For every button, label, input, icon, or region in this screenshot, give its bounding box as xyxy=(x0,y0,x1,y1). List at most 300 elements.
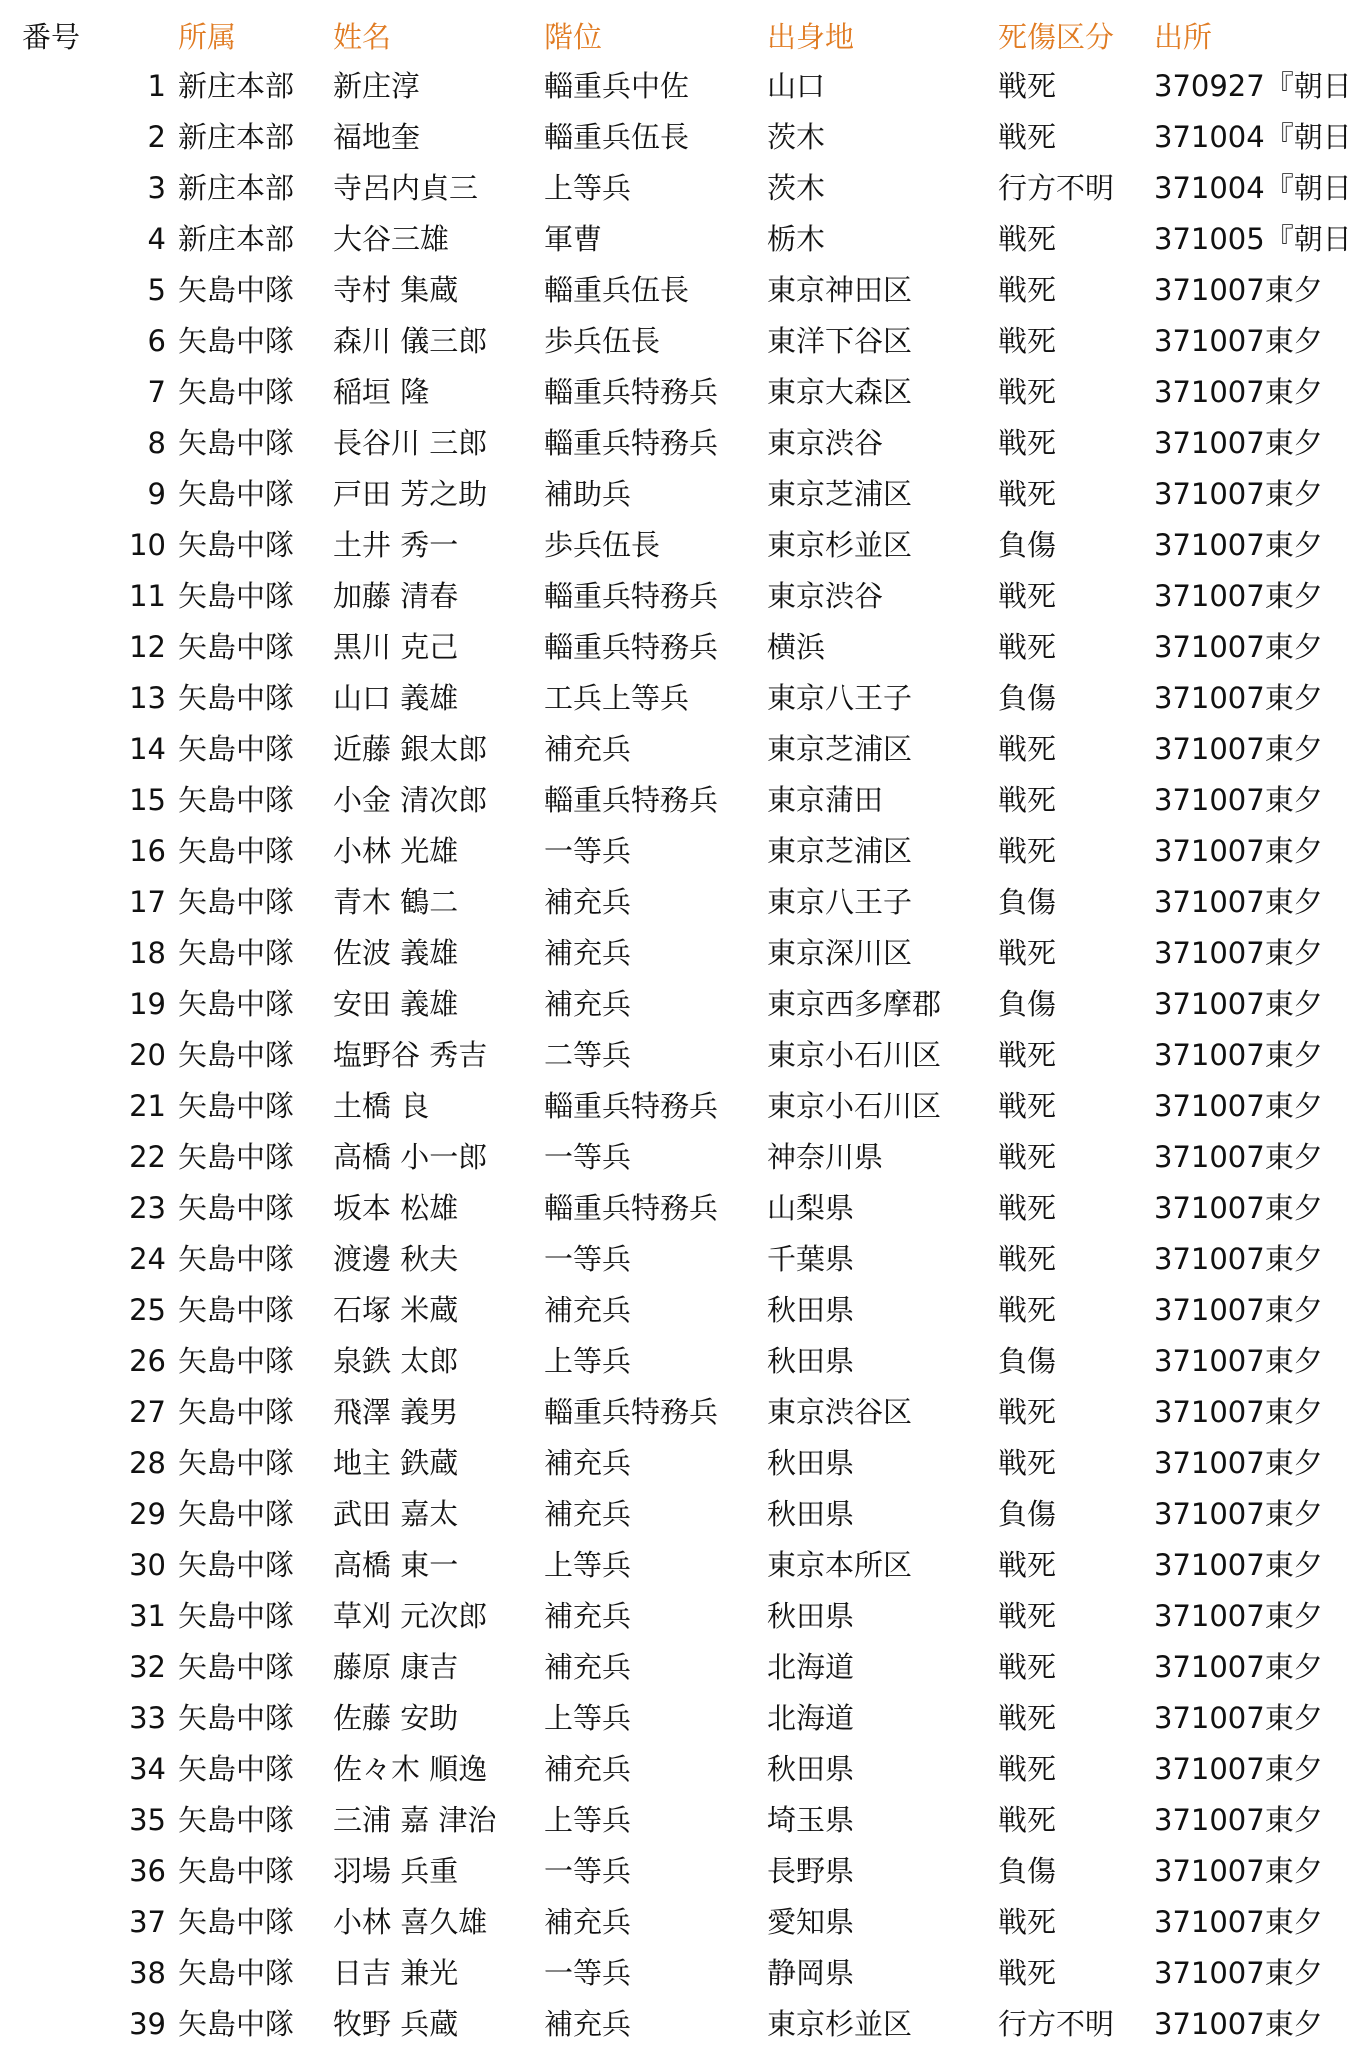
row-hometown: 東京神田区 xyxy=(767,273,913,307)
row-casualty-type: 戦死 xyxy=(998,1803,1057,1837)
table-row xyxy=(0,1081,1360,1132)
row-unit: 矢島中隊 xyxy=(178,1854,295,1888)
row-number: 34 xyxy=(129,1752,166,1786)
row-casualty-type: 戦死 xyxy=(998,1599,1057,1633)
row-source: 371007東夕 xyxy=(1154,834,1323,868)
table-row xyxy=(0,1234,1360,1285)
row-rank: 歩兵伍長 xyxy=(544,324,661,358)
row-casualty-type: 戦死 xyxy=(998,324,1057,358)
row-name: 大谷三雄 xyxy=(333,222,450,256)
row-rank: 補充兵 xyxy=(544,1752,632,1786)
row-name: 飛澤 義男 xyxy=(333,1395,459,1429)
row-hometown: 東京本所区 xyxy=(767,1548,913,1582)
row-number: 7 xyxy=(147,375,166,409)
row-casualty-type: 戦死 xyxy=(998,936,1057,970)
header-number: 番号 xyxy=(22,20,81,54)
table-row xyxy=(0,1693,1360,1744)
row-unit: 矢島中隊 xyxy=(178,1140,295,1174)
table-row xyxy=(0,1285,1360,1336)
row-rank: 一等兵 xyxy=(544,1956,632,1990)
row-rank: 補充兵 xyxy=(544,2007,632,2041)
table-row xyxy=(0,1132,1360,1183)
row-name: 佐藤 安助 xyxy=(333,1701,459,1735)
row-unit: 矢島中隊 xyxy=(178,528,295,562)
row-name: 高橋 東一 xyxy=(333,1548,459,1582)
table-row xyxy=(0,1744,1360,1795)
row-casualty-type: 戦死 xyxy=(998,1140,1057,1174)
row-rank: 二等兵 xyxy=(544,1038,632,1072)
table-row xyxy=(0,163,1360,214)
row-source: 371007東夕 xyxy=(1154,1650,1323,1684)
row-unit: 矢島中隊 xyxy=(178,426,295,460)
row-source: 371007東夕 xyxy=(1154,2007,1323,2041)
row-casualty-type: 戦死 xyxy=(998,1650,1057,1684)
row-hometown: 東京蒲田 xyxy=(767,783,884,817)
row-number: 30 xyxy=(129,1548,166,1582)
row-casualty-type: 戦死 xyxy=(998,1293,1057,1327)
row-rank: 輜重兵伍長 xyxy=(544,273,690,307)
row-casualty-type: 戦死 xyxy=(998,783,1057,817)
row-unit: 矢島中隊 xyxy=(178,324,295,358)
row-name: 高橋 小一郎 xyxy=(333,1140,488,1174)
row-number: 39 xyxy=(129,2007,166,2041)
row-name: 小林 光雄 xyxy=(333,834,459,868)
row-number: 28 xyxy=(129,1446,166,1480)
table-row xyxy=(0,877,1360,928)
row-hometown: 東京渋谷 xyxy=(767,426,884,460)
row-unit: 矢島中隊 xyxy=(178,1191,295,1225)
row-number: 8 xyxy=(147,426,166,460)
row-casualty-type: 戦死 xyxy=(998,1395,1057,1429)
row-name: 長谷川 三郎 xyxy=(333,426,488,460)
row-source: 371007東夕 xyxy=(1154,1344,1323,1378)
row-unit: 新庄本部 xyxy=(178,222,295,256)
table-row xyxy=(0,265,1360,316)
row-unit: 矢島中隊 xyxy=(178,630,295,664)
row-casualty-type: 負傷 xyxy=(998,681,1057,715)
row-source: 371004『朝日 xyxy=(1154,120,1352,154)
row-number: 38 xyxy=(129,1956,166,1990)
row-source: 371007東夕 xyxy=(1154,1191,1323,1225)
row-name: 寺村 集蔵 xyxy=(333,273,459,307)
row-hometown: 東京渋谷区 xyxy=(767,1395,913,1429)
row-source: 371007東夕 xyxy=(1154,1701,1323,1735)
row-hometown: 東京小石川区 xyxy=(767,1089,942,1123)
table-row xyxy=(0,1438,1360,1489)
row-unit: 矢島中隊 xyxy=(178,1650,295,1684)
row-number: 3 xyxy=(147,171,166,205)
row-rank: 補充兵 xyxy=(544,1293,632,1327)
row-casualty-type: 戦死 xyxy=(998,1548,1057,1582)
row-number: 33 xyxy=(129,1701,166,1735)
row-hometown: 埼玉県 xyxy=(767,1803,855,1837)
row-number: 11 xyxy=(129,579,166,613)
row-unit: 矢島中隊 xyxy=(178,579,295,613)
row-number: 26 xyxy=(129,1344,166,1378)
row-casualty-type: 負傷 xyxy=(998,1854,1057,1888)
row-unit: 矢島中隊 xyxy=(178,1446,295,1480)
row-casualty-type: 行方不明 xyxy=(998,171,1115,205)
table-row xyxy=(0,316,1360,367)
row-casualty-type: 戦死 xyxy=(998,1242,1057,1276)
row-hometown: 東京西多摩郡 xyxy=(767,987,942,1021)
row-number: 36 xyxy=(129,1854,166,1888)
row-unit: 矢島中隊 xyxy=(178,1905,295,1939)
row-source: 371007東夕 xyxy=(1154,1038,1323,1072)
row-rank: 補充兵 xyxy=(544,936,632,970)
table-row xyxy=(0,622,1360,673)
row-rank: 補充兵 xyxy=(544,1650,632,1684)
row-name: 土橋 良 xyxy=(333,1089,430,1123)
table-row xyxy=(0,1387,1360,1438)
row-unit: 矢島中隊 xyxy=(178,732,295,766)
row-hometown: 北海道 xyxy=(767,1650,855,1684)
row-rank: 一等兵 xyxy=(544,1242,632,1276)
row-number: 9 xyxy=(147,477,166,511)
row-hometown: 秋田県 xyxy=(767,1344,855,1378)
table-row xyxy=(0,1897,1360,1948)
row-name: 稲垣 隆 xyxy=(333,375,430,409)
row-source: 371005『朝日 xyxy=(1154,222,1352,256)
row-rank: 一等兵 xyxy=(544,834,632,868)
row-name: 新庄淳 xyxy=(333,69,421,103)
row-casualty-type: 負傷 xyxy=(998,1344,1057,1378)
row-name: 泉鉄 太郎 xyxy=(333,1344,459,1378)
table-row xyxy=(0,826,1360,877)
row-source: 371007東夕 xyxy=(1154,936,1323,970)
row-source: 371007東夕 xyxy=(1154,1803,1323,1837)
row-unit: 矢島中隊 xyxy=(178,987,295,1021)
row-number: 2 xyxy=(147,120,166,154)
row-unit: 矢島中隊 xyxy=(178,1242,295,1276)
row-number: 10 xyxy=(129,528,166,562)
row-casualty-type: 戦死 xyxy=(998,1905,1057,1939)
row-name: 森川 儀三郎 xyxy=(333,324,488,358)
row-name: 羽場 兵重 xyxy=(333,1854,459,1888)
row-source: 371007東夕 xyxy=(1154,1854,1323,1888)
row-hometown: 東京芝浦区 xyxy=(767,732,913,766)
row-number: 17 xyxy=(129,885,166,919)
row-rank: 上等兵 xyxy=(544,171,632,205)
row-source: 371007東夕 xyxy=(1154,732,1323,766)
row-unit: 矢島中隊 xyxy=(178,2007,295,2041)
row-number: 16 xyxy=(129,834,166,868)
row-number: 12 xyxy=(129,630,166,664)
row-hometown: 栃木 xyxy=(767,222,826,256)
row-name: 渡邊 秋夫 xyxy=(333,1242,459,1276)
row-hometown: 秋田県 xyxy=(767,1497,855,1531)
row-number: 19 xyxy=(129,987,166,1021)
row-rank: 輜重兵特務兵 xyxy=(544,630,719,664)
row-hometown: 秋田県 xyxy=(767,1446,855,1480)
row-number: 18 xyxy=(129,936,166,970)
row-hometown: 山梨県 xyxy=(767,1191,855,1225)
row-casualty-type: 戦死 xyxy=(998,1191,1057,1225)
table-row xyxy=(0,61,1360,112)
row-source: 371007東夕 xyxy=(1154,1395,1323,1429)
row-name: 加藤 清春 xyxy=(333,579,459,613)
row-unit: 矢島中隊 xyxy=(178,375,295,409)
row-rank: 輜重兵伍長 xyxy=(544,120,690,154)
table-row xyxy=(0,1846,1360,1897)
row-number: 23 xyxy=(129,1191,166,1225)
row-unit: 矢島中隊 xyxy=(178,1752,295,1786)
row-name: 福地奎 xyxy=(333,120,421,154)
row-casualty-type: 戦死 xyxy=(998,630,1057,664)
row-unit: 矢島中隊 xyxy=(178,783,295,817)
row-number: 35 xyxy=(129,1803,166,1837)
row-number: 13 xyxy=(129,681,166,715)
row-source: 371007東夕 xyxy=(1154,1905,1323,1939)
row-unit: 矢島中隊 xyxy=(178,681,295,715)
row-hometown: 茨木 xyxy=(767,120,826,154)
row-source: 371007東夕 xyxy=(1154,1548,1323,1582)
row-name: 石塚 米蔵 xyxy=(333,1293,459,1327)
table-row xyxy=(0,520,1360,571)
row-unit: 新庄本部 xyxy=(178,120,295,154)
row-source: 371004『朝日 xyxy=(1154,171,1352,205)
row-hometown: 東京芝浦区 xyxy=(767,477,913,511)
row-name: 山口 義雄 xyxy=(333,681,459,715)
row-hometown: 東京八王子 xyxy=(767,885,913,919)
row-casualty-type: 負傷 xyxy=(998,1497,1057,1531)
row-name: 青木 鶴二 xyxy=(333,885,459,919)
row-number: 5 xyxy=(147,273,166,307)
table-row xyxy=(0,571,1360,622)
row-hometown: 東京大森区 xyxy=(767,375,913,409)
table-row xyxy=(0,1030,1360,1081)
row-rank: 一等兵 xyxy=(544,1140,632,1174)
table-row xyxy=(0,775,1360,826)
row-unit: 矢島中隊 xyxy=(178,885,295,919)
row-rank: 補助兵 xyxy=(544,477,632,511)
row-casualty-type: 戦死 xyxy=(998,1956,1057,1990)
row-unit: 矢島中隊 xyxy=(178,1599,295,1633)
row-hometown: 東京小石川区 xyxy=(767,1038,942,1072)
row-hometown: 長野県 xyxy=(767,1854,855,1888)
header-hometown: 出身地 xyxy=(767,20,855,54)
table-row xyxy=(0,1336,1360,1387)
row-casualty-type: 戦死 xyxy=(998,834,1057,868)
row-rank: 輜重兵特務兵 xyxy=(544,783,719,817)
row-source: 370927『朝日 xyxy=(1154,69,1352,103)
row-casualty-type: 戦死 xyxy=(998,69,1057,103)
row-casualty-type: 負傷 xyxy=(998,885,1057,919)
row-casualty-type: 負傷 xyxy=(998,528,1057,562)
row-source: 371007東夕 xyxy=(1154,1497,1323,1531)
row-source: 371007東夕 xyxy=(1154,273,1323,307)
row-unit: 矢島中隊 xyxy=(178,1548,295,1582)
table-row xyxy=(0,673,1360,724)
row-hometown: 山口 xyxy=(767,69,826,103)
row-source: 371007東夕 xyxy=(1154,630,1323,664)
row-unit: 新庄本部 xyxy=(178,171,295,205)
row-unit: 矢島中隊 xyxy=(178,1038,295,1072)
row-rank: 輜重兵特務兵 xyxy=(544,426,719,460)
table-row xyxy=(0,1489,1360,1540)
row-hometown: 茨木 xyxy=(767,171,826,205)
row-hometown: 東京杉並区 xyxy=(767,528,913,562)
row-unit: 矢島中隊 xyxy=(178,1803,295,1837)
table-row xyxy=(0,928,1360,979)
row-hometown: 北海道 xyxy=(767,1701,855,1735)
row-name: 近藤 銀太郎 xyxy=(333,732,488,766)
row-casualty-type: 戦死 xyxy=(998,579,1057,613)
row-rank: 補充兵 xyxy=(544,732,632,766)
row-unit: 矢島中隊 xyxy=(178,1293,295,1327)
row-casualty-type: 戦死 xyxy=(998,477,1057,511)
header-unit: 所属 xyxy=(178,20,237,54)
row-name: 安田 義雄 xyxy=(333,987,459,1021)
row-casualty-type: 戦死 xyxy=(998,1446,1057,1480)
row-name: 寺呂内貞三 xyxy=(333,171,479,205)
row-hometown: 愛知県 xyxy=(767,1905,855,1939)
row-source: 371007東夕 xyxy=(1154,681,1323,715)
table-row xyxy=(0,112,1360,163)
table-row xyxy=(0,979,1360,1030)
row-rank: 補充兵 xyxy=(544,1497,632,1531)
row-rank: 上等兵 xyxy=(544,1701,632,1735)
row-name: 牧野 兵蔵 xyxy=(333,2007,459,2041)
table-row xyxy=(0,418,1360,469)
row-source: 371007東夕 xyxy=(1154,1242,1323,1276)
row-name: 小金 清次郎 xyxy=(333,783,488,817)
row-name: 日吉 兼光 xyxy=(333,1956,459,1990)
row-name: 武田 嘉太 xyxy=(333,1497,459,1531)
table-row xyxy=(0,1795,1360,1846)
row-number: 14 xyxy=(129,732,166,766)
row-number: 29 xyxy=(129,1497,166,1531)
row-name: 佐々木 順逸 xyxy=(333,1752,488,1786)
row-hometown: 東京杉並区 xyxy=(767,2007,913,2041)
row-unit: 矢島中隊 xyxy=(178,1701,295,1735)
row-hometown: 東京八王子 xyxy=(767,681,913,715)
row-unit: 矢島中隊 xyxy=(178,477,295,511)
row-casualty-type: 戦死 xyxy=(998,426,1057,460)
row-rank: 軍曹 xyxy=(544,222,603,256)
row-number: 24 xyxy=(129,1242,166,1276)
table-row xyxy=(0,1540,1360,1591)
row-casualty-type: 戦死 xyxy=(998,375,1057,409)
row-name: 黒川 克己 xyxy=(333,630,459,664)
row-rank: 上等兵 xyxy=(544,1548,632,1582)
row-hometown: 東京芝浦区 xyxy=(767,834,913,868)
row-rank: 工兵上等兵 xyxy=(544,681,690,715)
table-row xyxy=(0,1591,1360,1642)
row-unit: 矢島中隊 xyxy=(178,1497,295,1531)
row-source: 371007東夕 xyxy=(1154,1089,1323,1123)
row-rank: 補充兵 xyxy=(544,1905,632,1939)
row-name: 土井 秀一 xyxy=(333,528,459,562)
row-hometown: 神奈川県 xyxy=(767,1140,884,1174)
row-number: 25 xyxy=(129,1293,166,1327)
row-unit: 矢島中隊 xyxy=(178,1344,295,1378)
row-casualty-type: 戦死 xyxy=(998,222,1057,256)
row-rank: 輜重兵特務兵 xyxy=(544,1395,719,1429)
row-casualty-type: 戦死 xyxy=(998,1752,1057,1786)
row-source: 371007東夕 xyxy=(1154,1140,1323,1174)
header-source: 出所 xyxy=(1154,20,1213,54)
table-row xyxy=(0,1948,1360,1999)
row-casualty-type: 負傷 xyxy=(998,987,1057,1021)
table-row xyxy=(0,724,1360,775)
row-unit: 矢島中隊 xyxy=(178,936,295,970)
table-row xyxy=(0,367,1360,418)
row-rank: 輜重兵中佐 xyxy=(544,69,690,103)
row-rank: 補充兵 xyxy=(544,987,632,1021)
row-number: 31 xyxy=(129,1599,166,1633)
row-unit: 矢島中隊 xyxy=(178,273,295,307)
row-rank: 輜重兵特務兵 xyxy=(544,579,719,613)
row-name: 草刈 元次郎 xyxy=(333,1599,488,1633)
row-source: 371007東夕 xyxy=(1154,885,1323,919)
row-casualty-type: 戦死 xyxy=(998,1038,1057,1072)
row-rank: 上等兵 xyxy=(544,1803,632,1837)
row-hometown: 横浜 xyxy=(767,630,826,664)
row-source: 371007東夕 xyxy=(1154,1446,1323,1480)
row-hometown: 秋田県 xyxy=(767,1599,855,1633)
row-source: 371007東夕 xyxy=(1154,1956,1323,1990)
header-casualty-type: 死傷区分 xyxy=(998,20,1115,54)
row-unit: 矢島中隊 xyxy=(178,834,295,868)
row-source: 371007東夕 xyxy=(1154,324,1323,358)
row-casualty-type: 戦死 xyxy=(998,273,1057,307)
row-number: 20 xyxy=(129,1038,166,1072)
row-number: 1 xyxy=(147,69,166,103)
row-name: 藤原 康吉 xyxy=(333,1650,459,1684)
header-rank: 階位 xyxy=(544,20,603,54)
row-source: 371007東夕 xyxy=(1154,1293,1323,1327)
row-number: 15 xyxy=(129,783,166,817)
row-source: 371007東夕 xyxy=(1154,477,1323,511)
row-rank: 補充兵 xyxy=(544,1599,632,1633)
row-name: 三浦 嘉 津治 xyxy=(333,1803,497,1837)
row-hometown: 東京渋谷 xyxy=(767,579,884,613)
row-source: 371007東夕 xyxy=(1154,528,1323,562)
table-row xyxy=(0,1642,1360,1693)
row-number: 27 xyxy=(129,1395,166,1429)
table-header-row xyxy=(0,12,1360,63)
row-hometown: 東洋下谷区 xyxy=(767,324,913,358)
row-casualty-type: 戦死 xyxy=(998,1701,1057,1735)
row-casualty-type: 行方不明 xyxy=(998,2007,1115,2041)
row-casualty-type: 戦死 xyxy=(998,732,1057,766)
row-rank: 歩兵伍長 xyxy=(544,528,661,562)
row-number: 37 xyxy=(129,1905,166,1939)
row-name: 坂本 松雄 xyxy=(333,1191,459,1225)
row-unit: 矢島中隊 xyxy=(178,1089,295,1123)
row-rank: 輜重兵特務兵 xyxy=(544,1191,719,1225)
row-unit: 新庄本部 xyxy=(178,69,295,103)
row-source: 371007東夕 xyxy=(1154,1599,1323,1633)
row-hometown: 秋田県 xyxy=(767,1752,855,1786)
row-source: 371007東夕 xyxy=(1154,987,1323,1021)
row-number: 21 xyxy=(129,1089,166,1123)
row-name: 地主 鉄蔵 xyxy=(333,1446,459,1480)
header-name: 姓名 xyxy=(333,20,392,54)
row-name: 佐波 義雄 xyxy=(333,936,459,970)
row-number: 6 xyxy=(147,324,166,358)
row-source: 371007東夕 xyxy=(1154,375,1323,409)
row-hometown: 静岡県 xyxy=(767,1956,855,1990)
row-source: 371007東夕 xyxy=(1154,783,1323,817)
row-hometown: 千葉県 xyxy=(767,1242,855,1276)
row-name: 小林 喜久雄 xyxy=(333,1905,488,1939)
row-casualty-type: 戦死 xyxy=(998,120,1057,154)
row-number: 32 xyxy=(129,1650,166,1684)
row-source: 371007東夕 xyxy=(1154,579,1323,613)
row-rank: 輜重兵特務兵 xyxy=(544,375,719,409)
